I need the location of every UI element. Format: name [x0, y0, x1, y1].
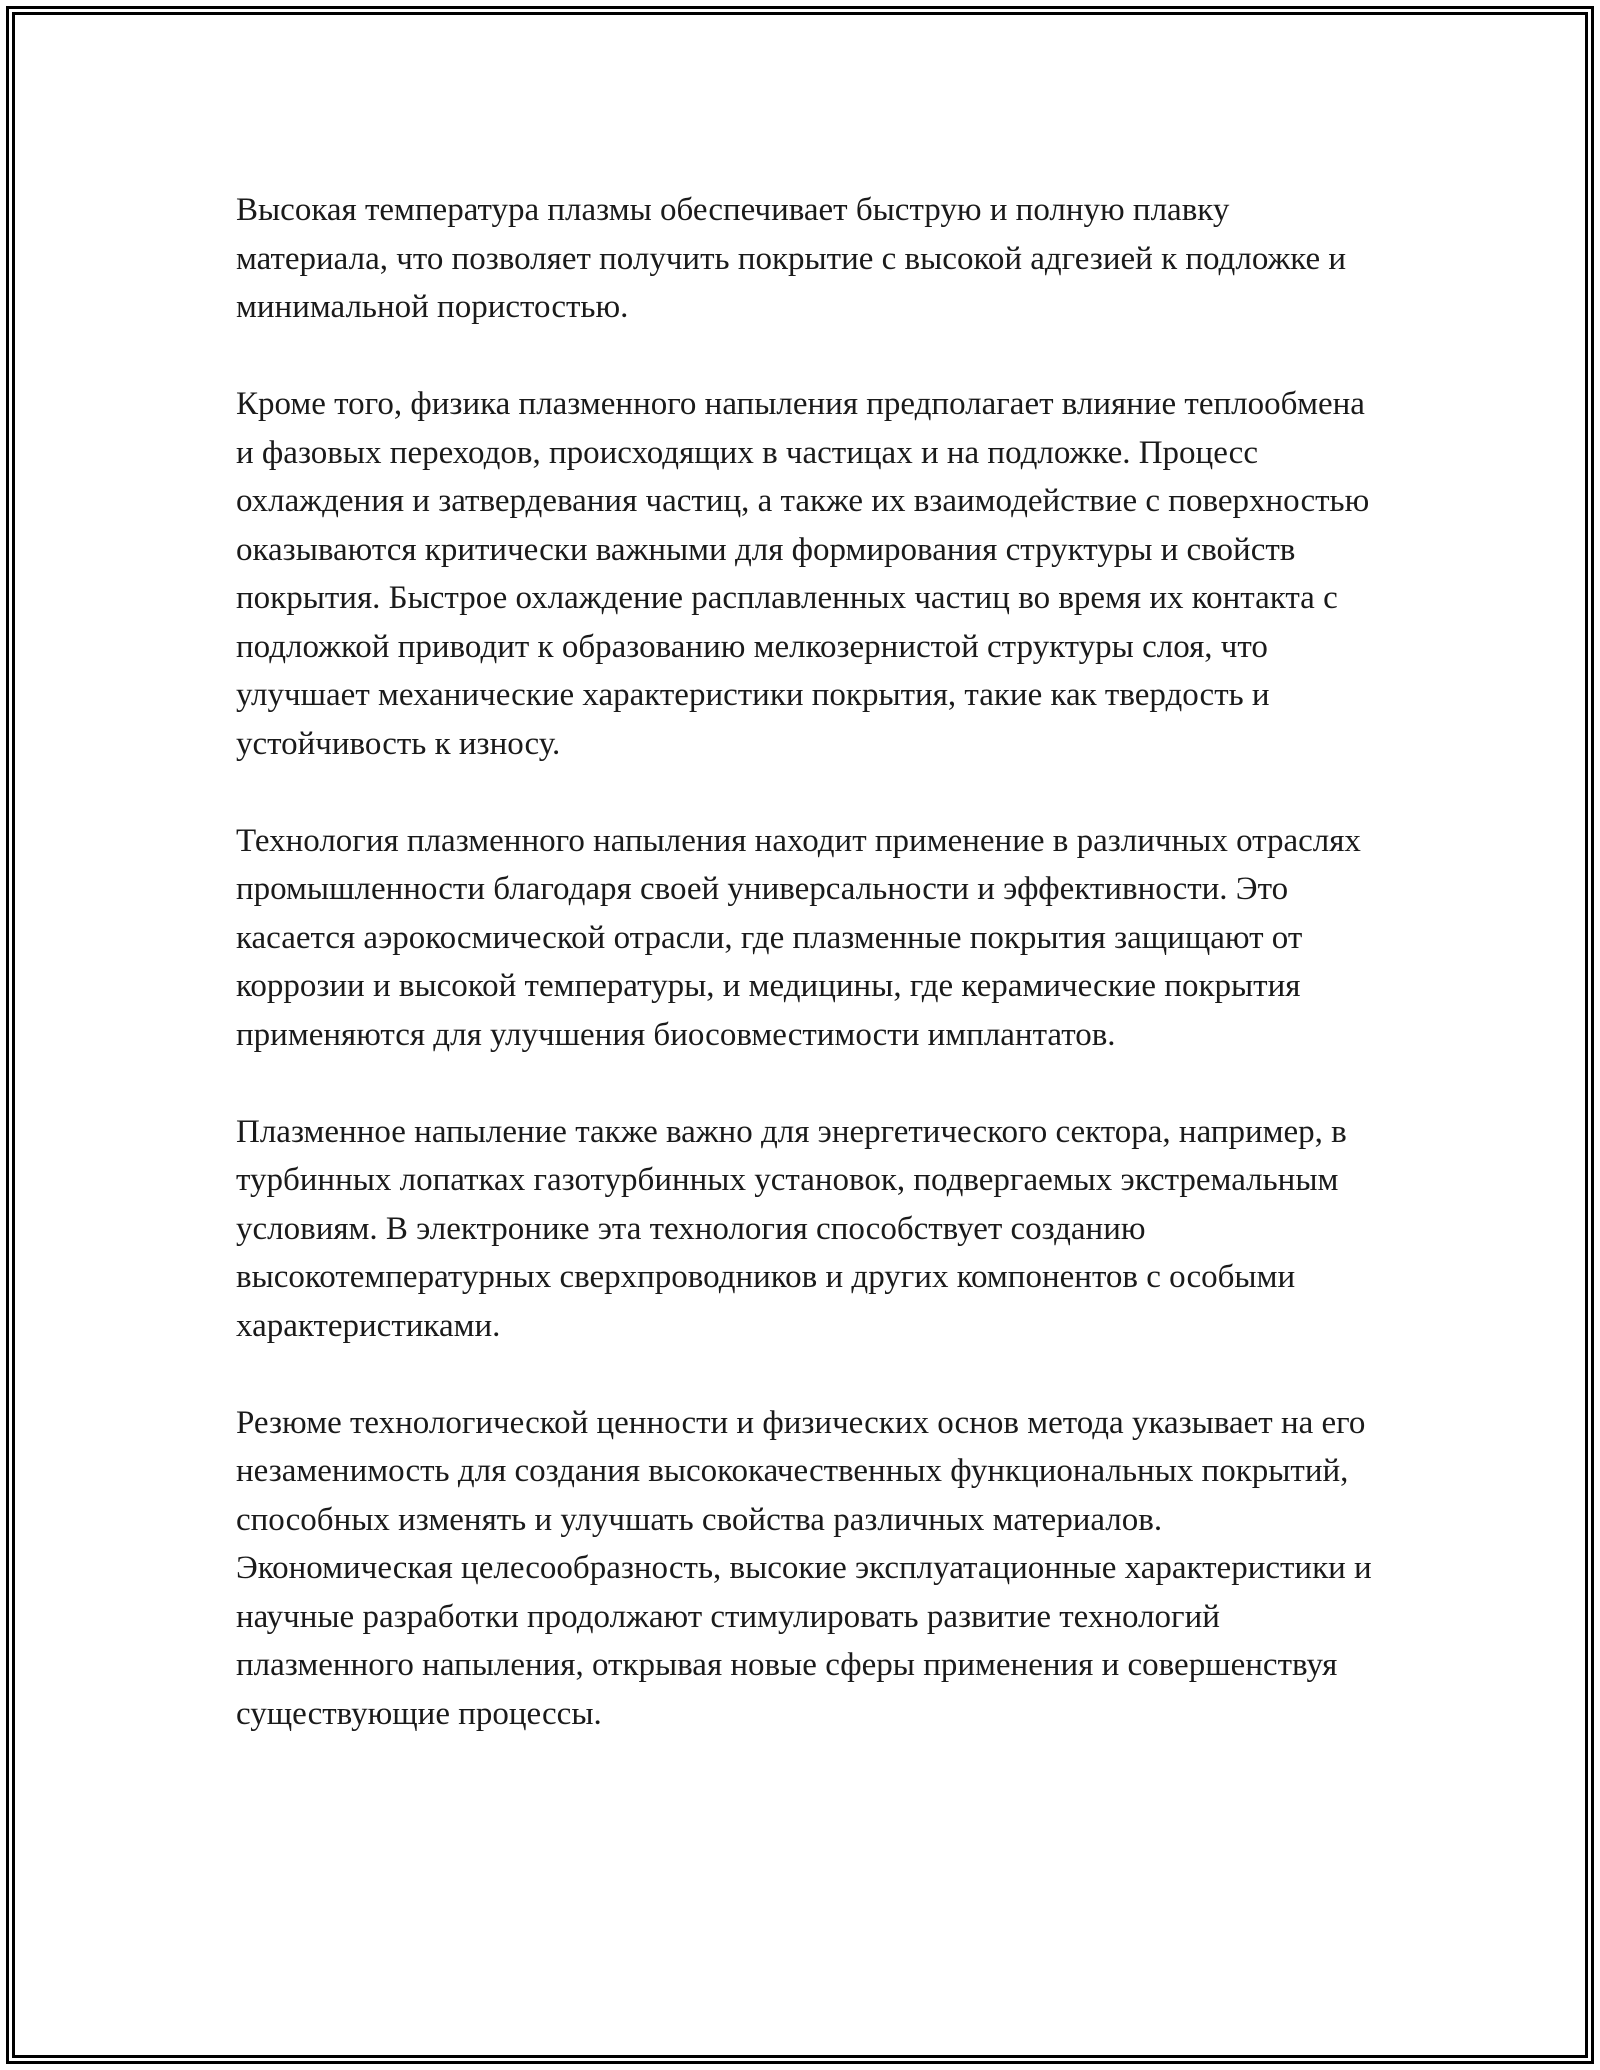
paragraph-2: Кроме того, физика плазменного напыления предполагает влияние теплообмена и фазовых переходов, происходящих в частицах и на подложке. Процесс охлаждения и затвердевания частиц, а также их взаимодействие с поверхностью оказываются критически важными для формирования структуры и свойств покрытия. Быстрое охлаждение расплавленных частиц во время их контакта с подложкой приводит к образованию мелкозернистой структуры слоя, что улучшает механические характеристики покрытия, такие как твердость и устойчивость к износу. [236, 386, 1370, 762]
paragraph-1: Высокая температура плазмы обеспечивает быструю и полную плавку материала, что позволяет получить покрытие с высокой адгезией к подложке и минимальной пористостью. [236, 192, 1347, 325]
paragraph-3: Технология плазменного напыления находит применение в различных отраслях промышленности благодаря своей универсальности и эффективности. Это касается аэрокосмической отрасли, где плазменные покрытия защищают от коррозии и высокой температуры, и медицины, где керамические покрытия применяются для улучшения биосовместимости имплантатов. [236, 822, 1361, 1053]
paragraph-4: Плазменное напыление также важно для энергетического сектора, например, в турбинных лопатках газотурбинных установок, подвергаемых экстремальным условиям. В электронике эта технология способствует созданию высокотемпературных сверхпроводников и других компонентов с особыми характеристиками. [236, 1113, 1347, 1344]
document-body [236, 186, 1376, 1787]
paragraph-5: Резюме технологической ценности и физических основ метода указывает на его незаменимость для создания высококачественных функциональных покрытий, способных изменять и улучшать свойства различных материалов. Экономическая целесообразность, высокие эксплуатационные характеристики и научные разработки продолжают стимулировать развитие технологий плазменного напыления, открывая новые сферы применения и совершенствуя существующие процессы. [236, 1404, 1372, 1732]
